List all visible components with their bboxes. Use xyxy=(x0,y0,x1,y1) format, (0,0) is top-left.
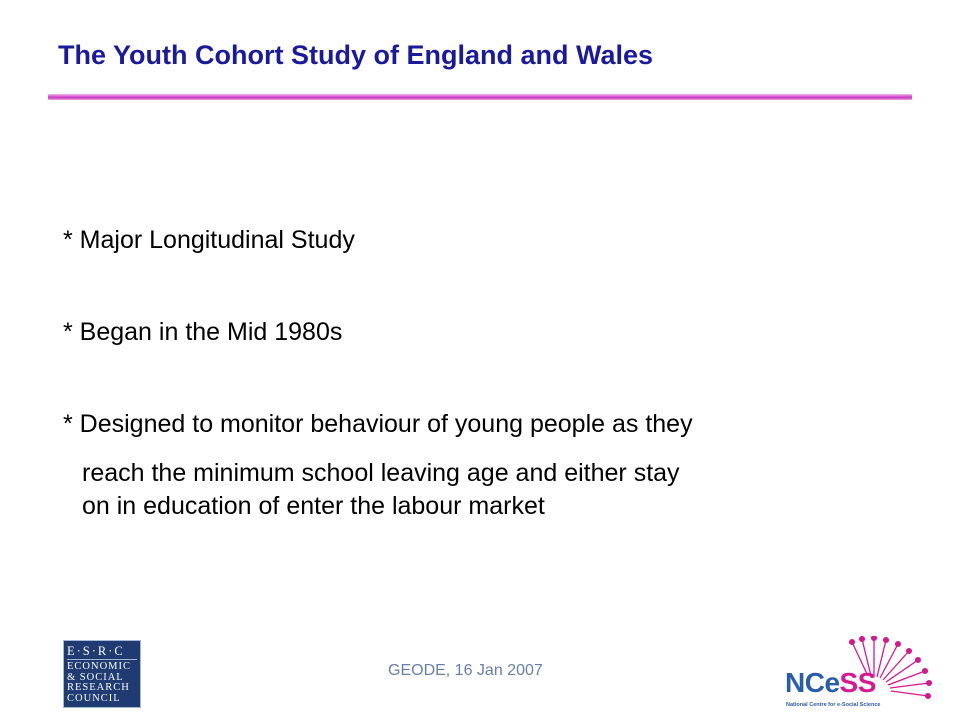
bullet-3-continuation-2: on in education of enter the labour market xyxy=(82,492,545,520)
bullet-3: * Designed to monitor behaviour of young people as they xyxy=(63,410,693,438)
esrc-logo-line-council: COUNCIL xyxy=(67,692,121,704)
ncess-wordmark xyxy=(785,667,876,699)
esrc-logo-acronym: E·S·R·C xyxy=(67,644,125,658)
title-divider xyxy=(48,94,912,100)
footer-text: GEODE, 16 Jan 2007 xyxy=(388,662,543,679)
ncess-wordmark-ss: SS xyxy=(839,667,876,698)
slide-title: The Youth Cohort Study of England and Wales xyxy=(58,40,653,70)
ncess-wordmark-e: e xyxy=(824,667,840,698)
esrc-logo-divider xyxy=(67,659,137,660)
esrc-logo xyxy=(63,640,141,708)
esrc-logo-line-research: RESEARCH xyxy=(67,682,130,693)
bullet-2: * Began in the Mid 1980s xyxy=(63,318,343,346)
esrc-logo-line-social: & SOCIAL xyxy=(67,671,124,683)
ncess-tagline: National Centre for e-Social Science xyxy=(786,702,881,708)
bullet-3-continuation-1: reach the minimum school leaving age and either stay xyxy=(82,459,680,487)
esrc-logo-line-economic: ECONOMIC xyxy=(67,661,132,672)
ncess-logo xyxy=(782,636,934,712)
bullet-1: * Major Longitudinal Study xyxy=(63,226,355,254)
ncess-wordmark-nc: NC xyxy=(785,667,825,698)
